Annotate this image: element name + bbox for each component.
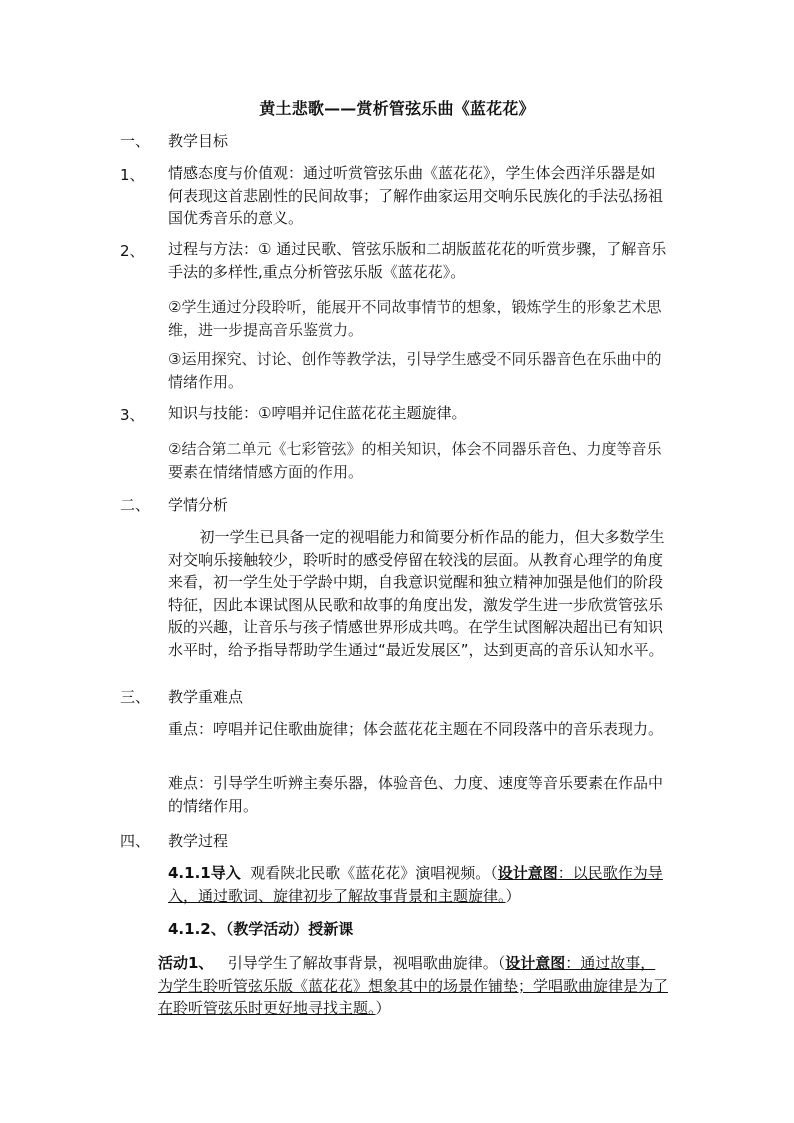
goal-number: 2、 xyxy=(120,242,145,260)
paren-close: ） xyxy=(505,886,521,905)
section-heading: 教学过程 xyxy=(168,832,229,850)
focus-paragraph: 重点：哼唱并记住歌曲旋律；体会蓝花花主题在不同段落中的音乐表现力。 xyxy=(168,720,664,738)
paren-close: ） xyxy=(375,999,391,1017)
goal-subparagraph: ③运用探究、讨论、创作等教学法，引导学生感受不同乐器音色在乐曲中的情绪作用。 xyxy=(168,350,662,391)
process-intro-paragraph xyxy=(168,862,670,907)
section-number: 二、 xyxy=(120,496,151,514)
activity-paragraph xyxy=(158,952,670,1020)
process-subheading: 4.1.2、（教学活动）授新课 xyxy=(168,920,354,938)
activity-text: 引导学生了解故事背景，视唱歌曲旋律。（ xyxy=(227,954,506,972)
goal-number: 1、 xyxy=(120,166,145,184)
section-number: 四、 xyxy=(120,832,151,850)
design-intent-label: 设计意图 xyxy=(497,864,558,882)
section-number: 三、 xyxy=(120,688,151,706)
process-step-text: 观看陕北民歌《蓝花花》演唱视频。（ xyxy=(250,864,498,882)
difficulty-paragraph: 难点：引导学生听辨主奏乐器，体验音色、力度、速度等音乐要素在作品中的情绪作用。 xyxy=(168,774,664,815)
section-heading: 教学目标 xyxy=(168,132,229,150)
analysis-paragraph: 初一学生已具备一定的视唱能力和简要分析作品的能力，但大多数学生对交响乐接触较少，聆听时的感受停留在较浅的层面。从教育心理学的角度来看，初一学生处于学龄中期，自我意识觉醒和独立精神加强是他们的阶段特征，因此本课试图从民歌和故事的角度出发，激发学生进一步欣赏管弦乐版的兴趣，让音乐与孩子情感世界形成共鸣。在学生试图解决超出已有知识水平时，给予指导帮助学生通过“最近发展区”，达到更高的音乐认知水平。 xyxy=(168,528,665,659)
design-intent-text: ：以民歌作为导入，通过歌词、旋律初步了解故事背景和主题旋律。 xyxy=(168,864,663,905)
page-title: 黄土悲歌——赏析管弦乐曲《蓝花花》 xyxy=(259,99,535,118)
design-intent-label: 设计意图 xyxy=(505,954,566,972)
goal-paragraph: 过程与方法：① 通过民歌、管弦乐版和二胡版蓝花花的听赏步骤，了解音乐手法的多样性,重点分析管弦乐版《蓝花花》。 xyxy=(168,240,667,281)
section-number: 一、 xyxy=(120,132,151,150)
process-step-label: 4.1.1导入 xyxy=(168,864,241,882)
goal-paragraph: 知识与技能：①哼唱并记住蓝花花主题旋律。 xyxy=(168,404,467,422)
goal-subparagraph: ②结合第二单元《七彩管弦》的相关知识，体会不同器乐音色、力度等音乐要素在情绪情感方面的作用。 xyxy=(168,440,662,481)
design-intent-text: ：通过故事，为学生聆听管弦乐版《蓝花花》想象其中的场景作铺垫；学唱歌曲旋律是为了在聆听管弦乐时更好地寻找主题。 xyxy=(158,954,669,1017)
activity-label: 活动1、 xyxy=(158,954,214,972)
section-heading: 学情分析 xyxy=(168,496,229,514)
goal-paragraph: 情感态度与价值观：通过听赏管弦乐曲《蓝花花》，学生体会西洋乐器是如何表现这首悲剧性的民间故事；了解作曲家运用交响乐民族化的手法弘扬祖国优秀音乐的意义。 xyxy=(168,164,664,227)
goal-subparagraph: ②学生通过分段聆听，能展开不同故事情节的想象，锻炼学生的形象艺术思维，进一步提高音乐鉴赏力。 xyxy=(168,298,662,339)
goal-number: 3、 xyxy=(120,406,145,424)
section-heading: 教学重难点 xyxy=(168,688,244,706)
